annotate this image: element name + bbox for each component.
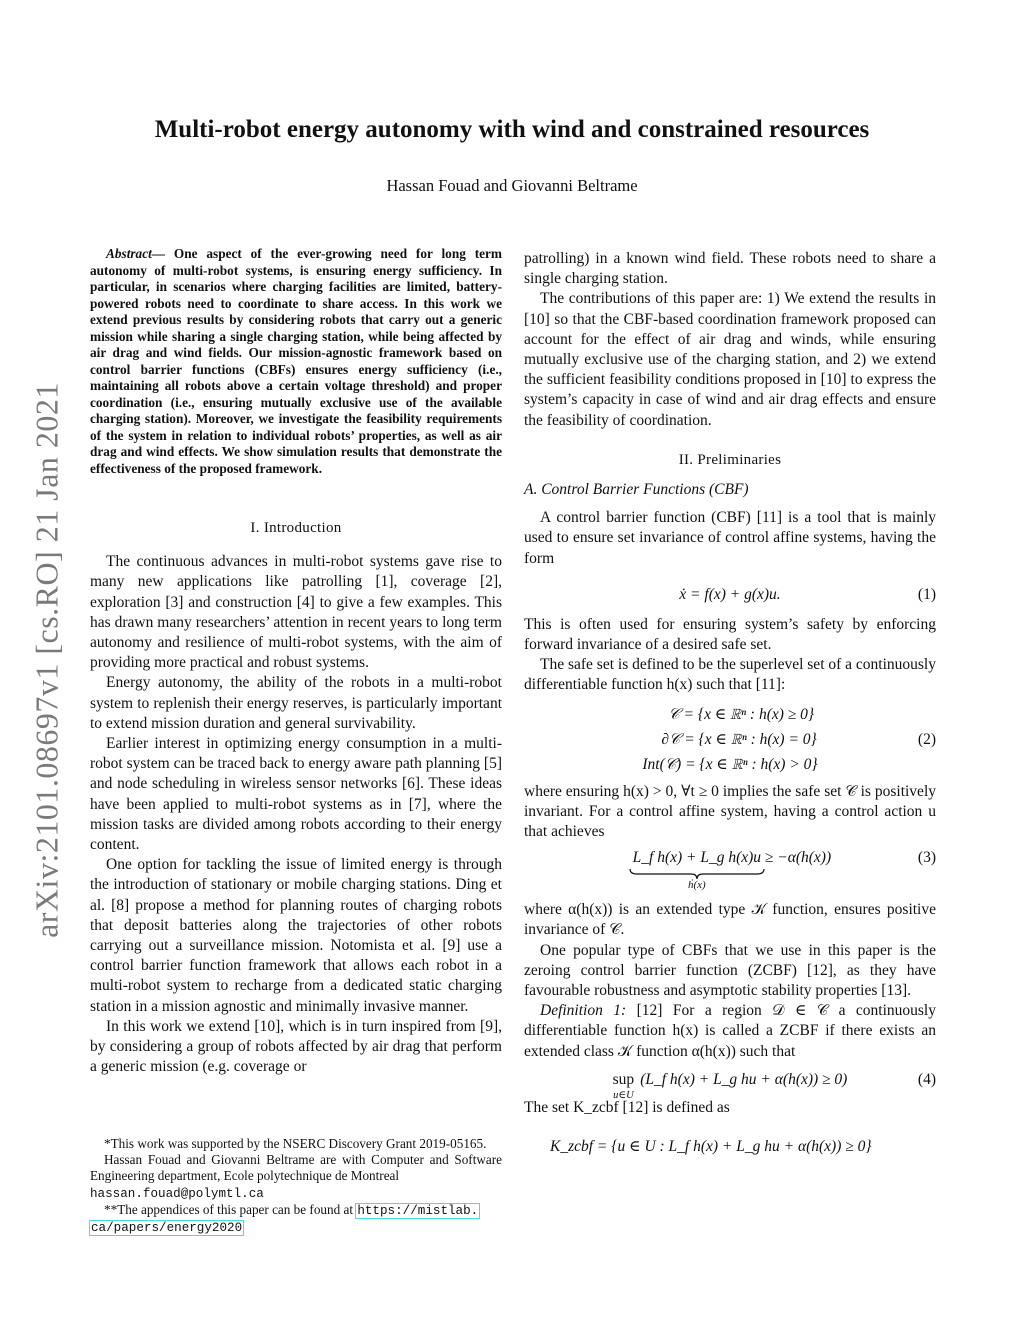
body-paragraph: where α(h(x)) is an extended type 𝒦 function, ensures positive invariance of 𝒞.	[524, 901, 936, 939]
equation-number: (2)	[917, 730, 936, 748]
affiliation-text: Hassan Fouad and Giovanni Beltrame are with Computer and Software Engineering department, Ecole polytechnique de Montreal	[90, 1152, 502, 1184]
equation-rhs: ≥ −α(h(x))	[764, 849, 832, 867]
body-paragraph: where ensuring h(x) > 0, ∀t ≥ 0 implies the safe set 𝒞 is positively invariant. For a control affine system, having a control action u that achieves	[524, 782, 936, 841]
author-email: hassan.fouad@polymtl.ca	[90, 1186, 264, 1201]
abstract-label: Abstract—	[106, 246, 166, 261]
sup-subscript: u∈U	[613, 1090, 634, 1102]
definition-label: Definition 1:	[540, 1002, 627, 1020]
underbrace-group	[629, 848, 765, 891]
section-heading-preliminaries: II. Preliminaries	[678, 451, 782, 468]
equation-body: (L_f h(x) + L_g hu + α(h(x)) ≥ 0)	[640, 1070, 848, 1088]
equation-1	[524, 585, 936, 605]
right-column	[524, 249, 936, 1158]
intro-paragraph: Energy autonomy, the ability of the robots in a multi-robot system to replenish their energy reserves, is particularly important to extend mission duration and general survivability.	[90, 674, 502, 732]
definition-text: [12] For a region 𝒟 ∈ 𝒞 a continuously differentiable function h(x) is called a ZCBF if there exists an extended class 𝒦 function α(h(x)) such that	[524, 1002, 936, 1060]
appendix-link-continued[interactable]: ca/papers/energy2020	[91, 1221, 243, 1236]
equation-body: ẋ = f(x) + g(x)u.	[679, 585, 781, 603]
section-heading-introduction: I. Introduction	[250, 520, 342, 536]
abstract-text: One aspect of the ever-growing need for long term autonomy of multi-robot systems, is ensuring energy sufficiency. In particular, in scenarios where charging facilities are limited, battery-powered robots need to coordinate to share access. In this work we extend previous results by considering robots that carry out a generic mission while sharing a single charging station, while being affected by air drag and wind fields. Our mission-agnostic framework based on control barrier functions (CBFs) ensures energy sufficiency (i.e., maintaining all robots above a certain voltage threshold) and proper coordination (i.e., ensuring mutually exclusive use of the available charging station). Moreover, we investigate the feasibility requirements of the system in relation to individual robots’ properties, as well as air drag and wind effects. We show simulation results that demonstrate the effectiveness of the proposed framework.	[90, 246, 502, 476]
intro-paragraph: One option for tackling the issue of limited energy is through the introduction of stationary or mobile charging stations. Ding et al. [8] propose a method for planning routes of charging robots that deposit batteries along the trajectories of other robots carrying out a surveillance mission. Notomista et al. [9] use a control barrier function framework that allows each robot in a multi-robot system to recharge from a dedicated static charging station in a mission agnostic and minimally invasive manner.	[90, 856, 502, 1015]
equation-line: 𝒞 = {x ∈ ℝⁿ : h(x) ≥ 0}	[668, 706, 815, 724]
equation-5	[524, 1136, 936, 1158]
abstract	[90, 246, 502, 477]
body-paragraph: This is often used for ensuring system’s safety by enforcing forward invariance of a desired safe set.	[524, 615, 936, 654]
footnote-affiliation	[90, 1152, 502, 1202]
footnote-support: *This work was supported by the NSERC Discovery Grant 2019-05165.	[104, 1136, 487, 1151]
equation-lines	[642, 702, 817, 777]
equation-number: (4)	[917, 1070, 936, 1088]
arxiv-sidebar	[22, 350, 72, 970]
sup-label: sup	[612, 1070, 635, 1088]
supremum-operator	[613, 1070, 635, 1101]
body-paragraph: A control barrier function (CBF) [11] is a tool that is mainly used to ensure set invariance of control affine systems, having the form	[524, 509, 936, 567]
equation-lhs: L_f h(x) + L_g h(x)u	[632, 849, 762, 867]
contributions-paragraph: The contributions of this paper are: 1) We extend the results in [10] so that the CBF-based coordination framework proposed can account for the effect of air drag and winds, while ensuring mutually exclusive use of the charging station, and 2) we extend the sufficient feasibility conditions proposed in [10] to express the system’s capacity in case of wind and air drag effects and ensure the feasibility of coordination.	[524, 290, 936, 429]
intro-paragraph: The continuous advances in multi-robot systems gave rise to many new applications like patrolling [1], coverage [2], exploration [3] and construction [4] to give a few examples. This has drawn many researchers’ attention in recent years to long term autonomy and resilience of multi-robot systems, with the aim of providing more practical and robust systems.	[90, 553, 502, 672]
subsection-heading-cbf: A. Control Barrier Functions (CBF)	[524, 481, 749, 499]
body-paragraph: patrolling) in a known wind field. These robots need to share a single charging station.	[524, 250, 936, 288]
equation-3	[524, 848, 936, 898]
equation-number: (1)	[917, 585, 936, 603]
intro-paragraph: Earlier interest in optimizing energy consumption in a multi-robot system can be traced back to energy aware path planning [5] and node scheduling in wireless sensor networks [6]. These ideas have been applied to multi-robot systems as in [7], where the mission tasks are divided among robots according to their energy content.	[90, 735, 502, 854]
equation-line: Int(𝒞) = {x ∈ ℝⁿ : h(x) > 0}	[642, 756, 818, 774]
equation-number: (3)	[917, 849, 936, 867]
body-paragraph: The safe set is defined to be the superlevel set of a continuously differentiable function h(x) such that [11]:	[524, 656, 936, 694]
footnotes	[90, 1136, 502, 1236]
footnote-appendix	[90, 1202, 502, 1236]
appendix-link[interactable]: https://mistlab.	[357, 1203, 479, 1218]
underbrace-label: ḣ(x)	[688, 879, 706, 892]
arxiv-identifier: arXiv:2101.08697v1 [cs.RO] 21 Jan 2021	[28, 382, 65, 938]
intro-paragraph: In this work we extend [10], which is in turn inspired from [9], by considering a group of robots affected by air drag that perform a generic mission (e.g. coverage or	[90, 1017, 502, 1076]
body-paragraph: One popular type of CBFs that we use in this paper is the zeroing control barrier function (ZCBF) [12], as they have favourable robustness and asymptotic stability properties [13].	[524, 941, 936, 1000]
equation-4	[524, 1070, 936, 1112]
appendix-text: **The appendices of this paper can be found at	[104, 1201, 357, 1217]
left-column	[90, 246, 502, 1077]
body-paragraph: The set K_zcbf [12] is defined as	[524, 1098, 730, 1116]
definition-1	[524, 1001, 936, 1062]
equation-line: ∂𝒞 = {x ∈ ℝⁿ : h(x) = 0}	[661, 731, 817, 749]
paper-title: Multi-robot energy autonomy with wind and constrained resources	[154, 116, 870, 143]
paper-authors: Hassan Fouad and Giovanni Beltrame	[386, 176, 638, 195]
equation-2	[524, 700, 936, 780]
equation-body: K_zcbf = {u ∈ U : L_f h(x) + L_g hu + α(h(x)) ≥ 0}	[550, 1137, 872, 1155]
